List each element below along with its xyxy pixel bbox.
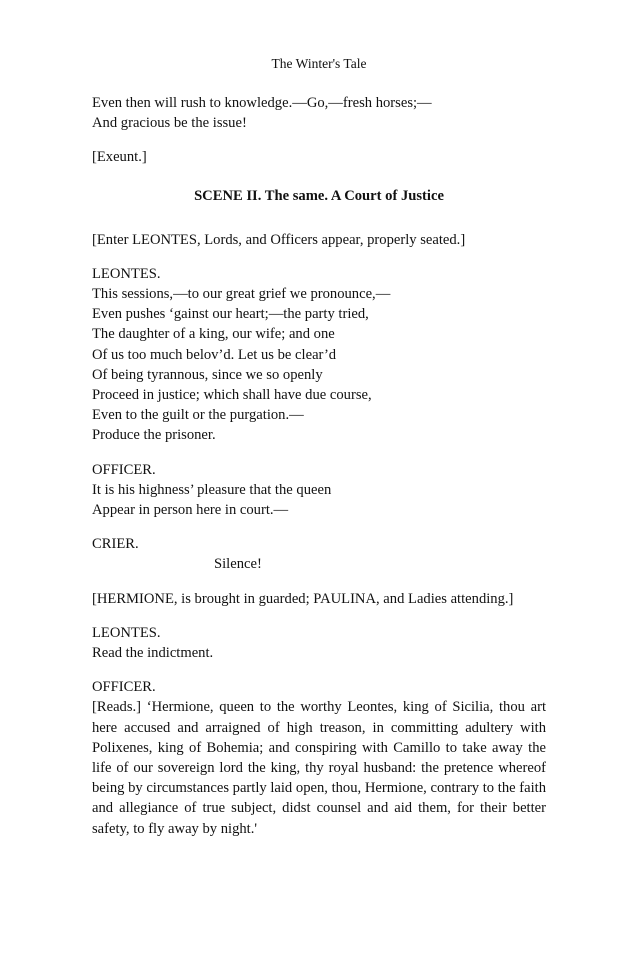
verse-line: Even pushes ‘gainst our heart;—the party tried,	[92, 306, 369, 323]
verse-line: Appear in person here in court.—	[92, 502, 289, 519]
speech-crier	[92, 534, 546, 574]
verse-line: Of being tyrannous, since we so openly	[92, 366, 323, 383]
verse-line: Produce the prisoner.	[92, 427, 216, 444]
speaker-name: LEONTES.	[92, 265, 161, 282]
speech-officer-1	[92, 460, 546, 521]
speech-officer-2	[92, 677, 546, 839]
closing-lines	[92, 93, 546, 133]
speaker-name: OFFICER.	[92, 461, 156, 478]
verse-line: It is his highness’ pleasure that the queen	[92, 481, 332, 498]
verse-line: This sessions,—to our great grief we pronounce,—	[92, 286, 391, 303]
play-text	[92, 93, 546, 853]
verse-line: Even then will rush to knowledge.—Go,—fresh horses;—	[92, 95, 432, 111]
verse-line: And gracious be the issue!	[92, 115, 247, 132]
verse-line: The daughter of a king, our wife; and one	[92, 326, 335, 343]
stage-direction-hermione: [HERMIONE, is brought in guarded; PAULINA, and Ladies attending.]	[92, 590, 514, 607]
running-header: The Winter's Tale	[271, 56, 367, 71]
stage-direction-exeunt: [Exeunt.]	[92, 149, 147, 166]
verse-line: Read the indictment.	[92, 645, 214, 662]
speaker-name: OFFICER.	[92, 679, 156, 696]
speaker-name: LEONTES.	[92, 624, 161, 641]
stage-direction-enter: [Enter LEONTES, Lords, and Officers appear, properly seated.]	[92, 231, 466, 248]
speech-leontes-1	[92, 264, 546, 446]
verse-line: Even to the guilt or the purgation.—	[92, 407, 304, 424]
speech-leontes-2	[92, 623, 546, 663]
verse-line: Of us too much belov’d. Let us be clear’d	[92, 346, 337, 363]
scene-heading: SCENE II. The same. A Court of Justice	[194, 187, 444, 204]
verse-line: Silence!	[214, 556, 262, 573]
verse-line: Proceed in justice; which shall have due course,	[92, 387, 372, 404]
indictment-text: [Reads.] ‘Hermione, queen to the worthy Leontes, king of Sicilia, thou art here accused and arraigned of high treason, in committing adultery with Polixenes, king of Bohemia; and conspiring with Camillo to take away the life of our sovereign lord the king, thy royal husband: the pretence whereof being by circumstances partly laid open, thou, Hermione, contrary to the faith and allegiance of true subject, didst counsel and aid them, for their better safety, to fly away by night.'	[92, 699, 546, 837]
speaker-name: CRIER.	[92, 536, 139, 553]
